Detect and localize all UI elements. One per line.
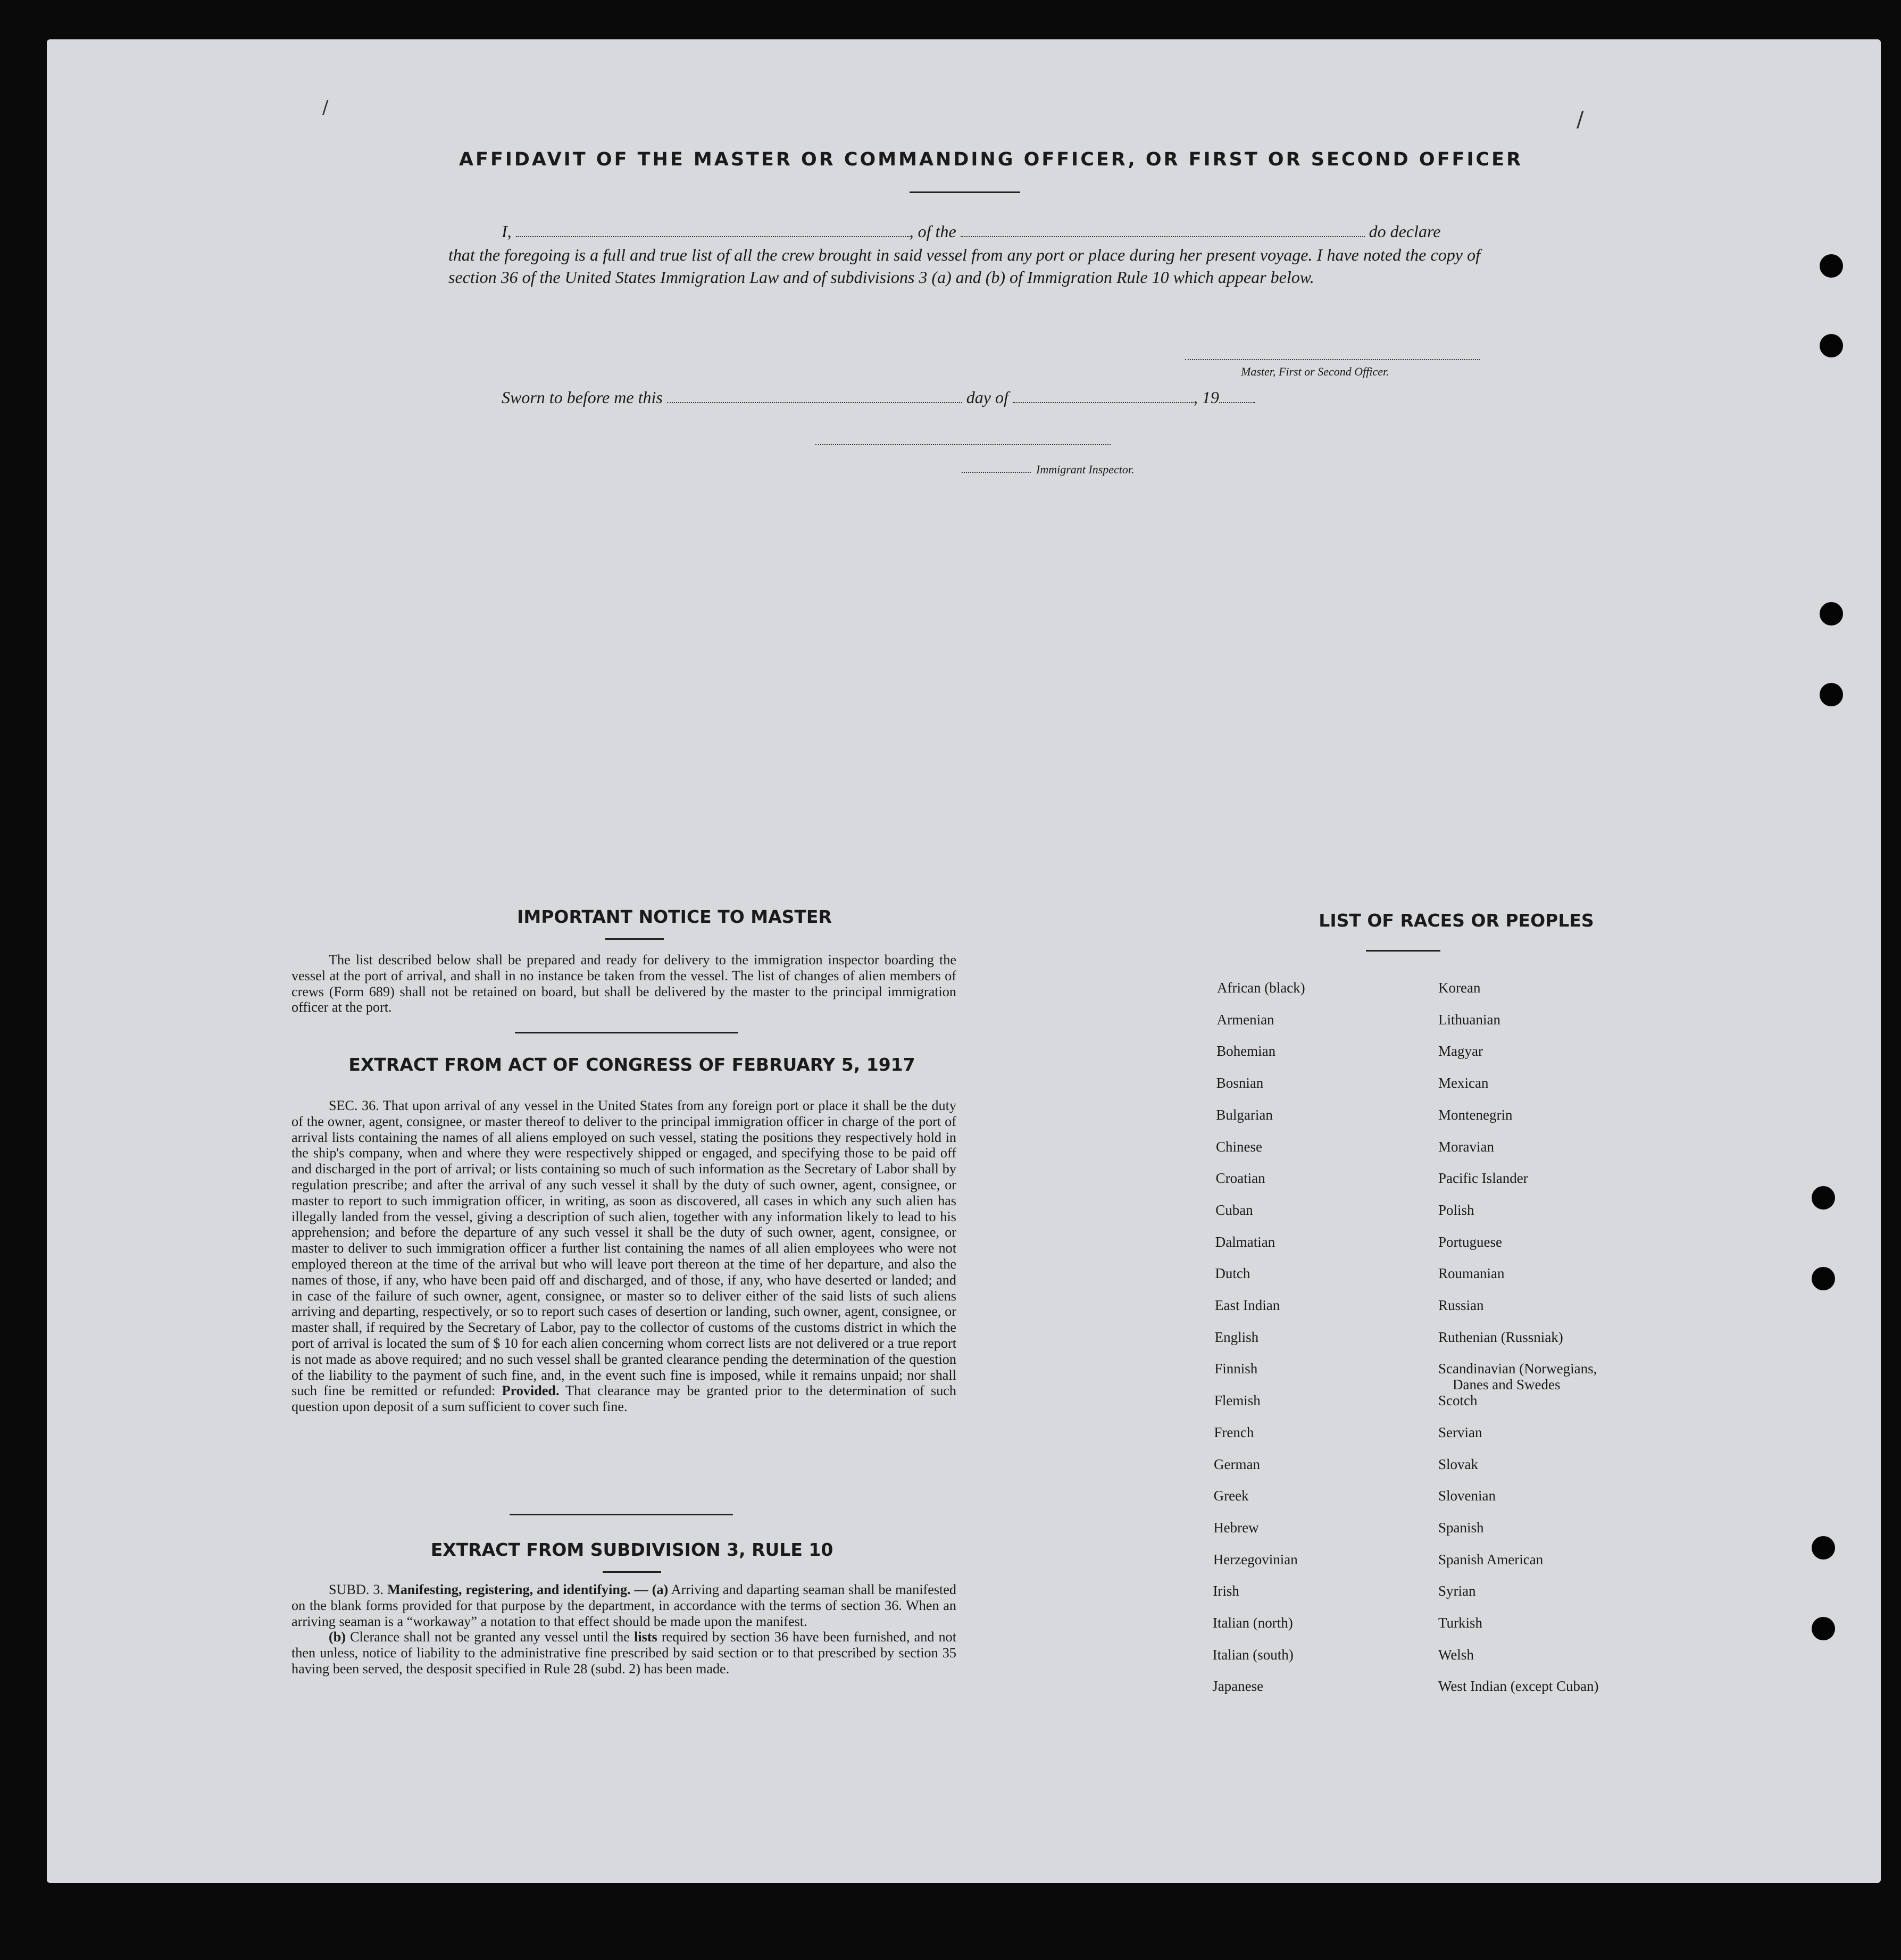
subd-a-text: Arriving and daparting seaman shall be manifested on the blank forms provided for that purpose by the department, in accordance with the terms of section 36. When an arriving seaman is a “workaway” a notation to that effect should be made upon the manifest. [291, 1582, 957, 1629]
inspector-caption: Immigrant Inspector. [1036, 463, 1135, 476]
races-list [47, 39, 1881, 1883]
race-item: Cuban [1215, 1202, 1253, 1218]
race-item: Bosnian [1216, 1075, 1264, 1091]
race-item: Spanish [1438, 1519, 1484, 1536]
race-item: Japanese [1212, 1678, 1264, 1695]
race-item: Servian [1438, 1424, 1482, 1440]
race-item: Hebrew [1213, 1519, 1259, 1536]
form-page [47, 39, 1881, 1883]
race-item: Finnish [1214, 1361, 1258, 1377]
race-item: Slovak [1438, 1456, 1479, 1472]
race-item: Herzegovinian [1213, 1551, 1298, 1567]
notice-title: IMPORTANT NOTICE TO MASTER [517, 906, 832, 927]
race-item: Magyar [1438, 1043, 1483, 1060]
race-item: Polish [1438, 1202, 1474, 1218]
affidavit-title: AFFIDAVIT OF THE MASTER OR COMMANDING OFFICER, OR FIRST OR SECOND OFFICER [458, 149, 1523, 170]
notice-paragraph: The list described below shall be prepared and ready for delivery to the immigration inspector boarding the vessel at the port of arrival, and shall in no instance be taken from the vessel. The list of changes of alien members of crews (Form 689) shall not be retained on board, but shall be delivered by the master to the principal immigration officer at the port. [291, 952, 956, 1015]
race-item: Roumanian [1438, 1265, 1505, 1282]
race-item: Irish [1213, 1583, 1239, 1599]
race-item: Danes and Swedes [1453, 1377, 1561, 1393]
race-item: Lithuanian [1438, 1011, 1500, 1028]
race-item: Armenian [1216, 1011, 1274, 1028]
race-item: Scotch [1438, 1392, 1478, 1409]
race-item: African (black) [1217, 980, 1305, 996]
race-item: Syrian [1438, 1583, 1476, 1599]
race-item: Turkish [1438, 1615, 1483, 1631]
subd-title: EXTRACT FROM SUBDIVISION 3, RULE 10 [430, 1539, 833, 1560]
race-item: Bulgarian [1216, 1106, 1273, 1123]
race-item: Korean [1438, 980, 1481, 996]
race-item: Slovenian [1438, 1488, 1496, 1504]
race-item: English [1214, 1329, 1259, 1345]
race-item: French [1214, 1424, 1254, 1440]
subd-b-label: (b) [329, 1629, 346, 1645]
race-item: Moravian [1438, 1138, 1494, 1155]
stray-tick-mark: / [322, 97, 329, 118]
race-item: Montenegrin [1438, 1106, 1513, 1123]
subd-a-heading: Manifesting, registering, and identifying. — (a) [387, 1582, 669, 1597]
race-item: Greek [1213, 1488, 1249, 1504]
race-item: Portuguese [1438, 1233, 1502, 1250]
race-item: Croatian [1215, 1170, 1265, 1187]
race-item: Dalmatian [1215, 1233, 1275, 1250]
act-main-text: SEC. 36. That upon arrival of any vessel in the United States from any foreign port or place it shall be the duty of the owner, agent, consignee, or master thereof to deliver to the principal immigration officer in charge of the port of arrival lists containing the names of all aliens employed on such vessel, stating the positions they respectively hold in the ship's company, when and where they were respectively shipped or engaged, and specifying those to be paid off and discharged in the port of arrival; or lists containing so much of such information as the Secretary of Labor shall by regulation prescribe; and after the arrival of any such vessel it shall by the duty of such owner, agent, consignee, or master to report to such immigration officer, in writing, as soon as discovered, all cases in which any such alien has illegally landed from the vessel, giving a description of such alien, together with any information likely to lead to his apprehension; and before the departure of any such vessel it shall be the duty of such owner, agent, consignee, or master to deliver to such immigration officer a further list containing the names of all alien employees who were not employed thereon at the time of the arrival but who will leave port thereon at the time of her departure, and also the names of those, if any, who have been paid off and discharged, and of those, if any, who have deserted or landed; and in case of the failure of such owner, agent, consignee, or master so to deliver either of the said lists of such aliens arriving and departing, respectively, or so to report such cases of desertion or landing, such owner, agent, consignee, or master shall, if required by the Secretary of Labor, pay to the collector of customs of the customs district in which the port of arrival is located the sum of $ 10 for each alien concerning whom correct lists are not delivered or a true report is not made as above required; and no such vessel shall be granted clearance pending the determination of the question of the liability to the payment of such fine, and, in the event such fine is imposed, while it remains unpaid; nor shall such fine be remitted or refunded: [291, 1098, 956, 1399]
master-signature-caption: Master, First or Second Officer. [1241, 365, 1389, 378]
subd-b-lists: lists [634, 1629, 657, 1645]
race-item: Italian (south) [1212, 1646, 1294, 1663]
race-item: Spanish American [1438, 1551, 1544, 1567]
of-the-label: , of the [909, 222, 956, 241]
race-item: Chinese [1216, 1138, 1262, 1155]
race-item: East Indian [1215, 1297, 1280, 1313]
act-end-text: That clearance may be granted prior to the determination of such question upon deposit of a sum sufficient to cover such fine. [291, 1383, 957, 1415]
act-provided: Provided. [502, 1383, 560, 1399]
race-item: Russian [1438, 1297, 1484, 1313]
race-item: Welsh [1438, 1646, 1474, 1663]
act-title: EXTRACT FROM ACT OF CONGRESS OF FEBRUARY 5, 1917 [348, 1054, 915, 1075]
races-title: LIST OF RACES OR PEOPLES [1319, 910, 1594, 931]
declarant-label: I, [502, 222, 512, 241]
race-item: Bohemian [1216, 1043, 1276, 1060]
race-item: German [1214, 1456, 1260, 1472]
race-item: Mexican [1438, 1075, 1489, 1091]
stray-tick-mark: / [1577, 107, 1584, 132]
race-item: Dutch [1215, 1265, 1250, 1282]
race-item: West Indian (except Cuban) [1438, 1678, 1599, 1695]
year-prefix: , 19 [1193, 388, 1219, 407]
race-item: Ruthenian (Russniak) [1438, 1329, 1563, 1345]
day-of-label: day of [966, 388, 1008, 407]
race-item: Scandinavian (Norwegians, [1438, 1361, 1597, 1377]
race-item: Pacific Islander [1438, 1170, 1528, 1187]
declare-label: do declare [1369, 222, 1441, 241]
subd-b-text2: required by section 36 have been furnished, and not then unless, notice of liability to the administrative fine prescribed by said section or to that prescribed by section 35 having been served, the desposit specified in Rule 28 (subd. 2) has been made. [291, 1629, 957, 1677]
race-item: Flemish [1214, 1392, 1261, 1409]
subd-lead: SUBD. 3. [329, 1582, 384, 1597]
race-item: Italian (north) [1213, 1615, 1293, 1631]
affidavit-body: that the foregoing is a full and true list of all the crew brought in said vessel from any port or place during her present voyage. I have noted the copy of section 36 of the United States Immigration Law and of subdivisions 3 (a) and (b) of Immigration Rule 10 which appear below. [448, 245, 1480, 287]
subd-b-text1: Clerance shall not be granted any vessel until the [350, 1629, 630, 1645]
sworn-label: Sworn to before me this [502, 388, 663, 407]
